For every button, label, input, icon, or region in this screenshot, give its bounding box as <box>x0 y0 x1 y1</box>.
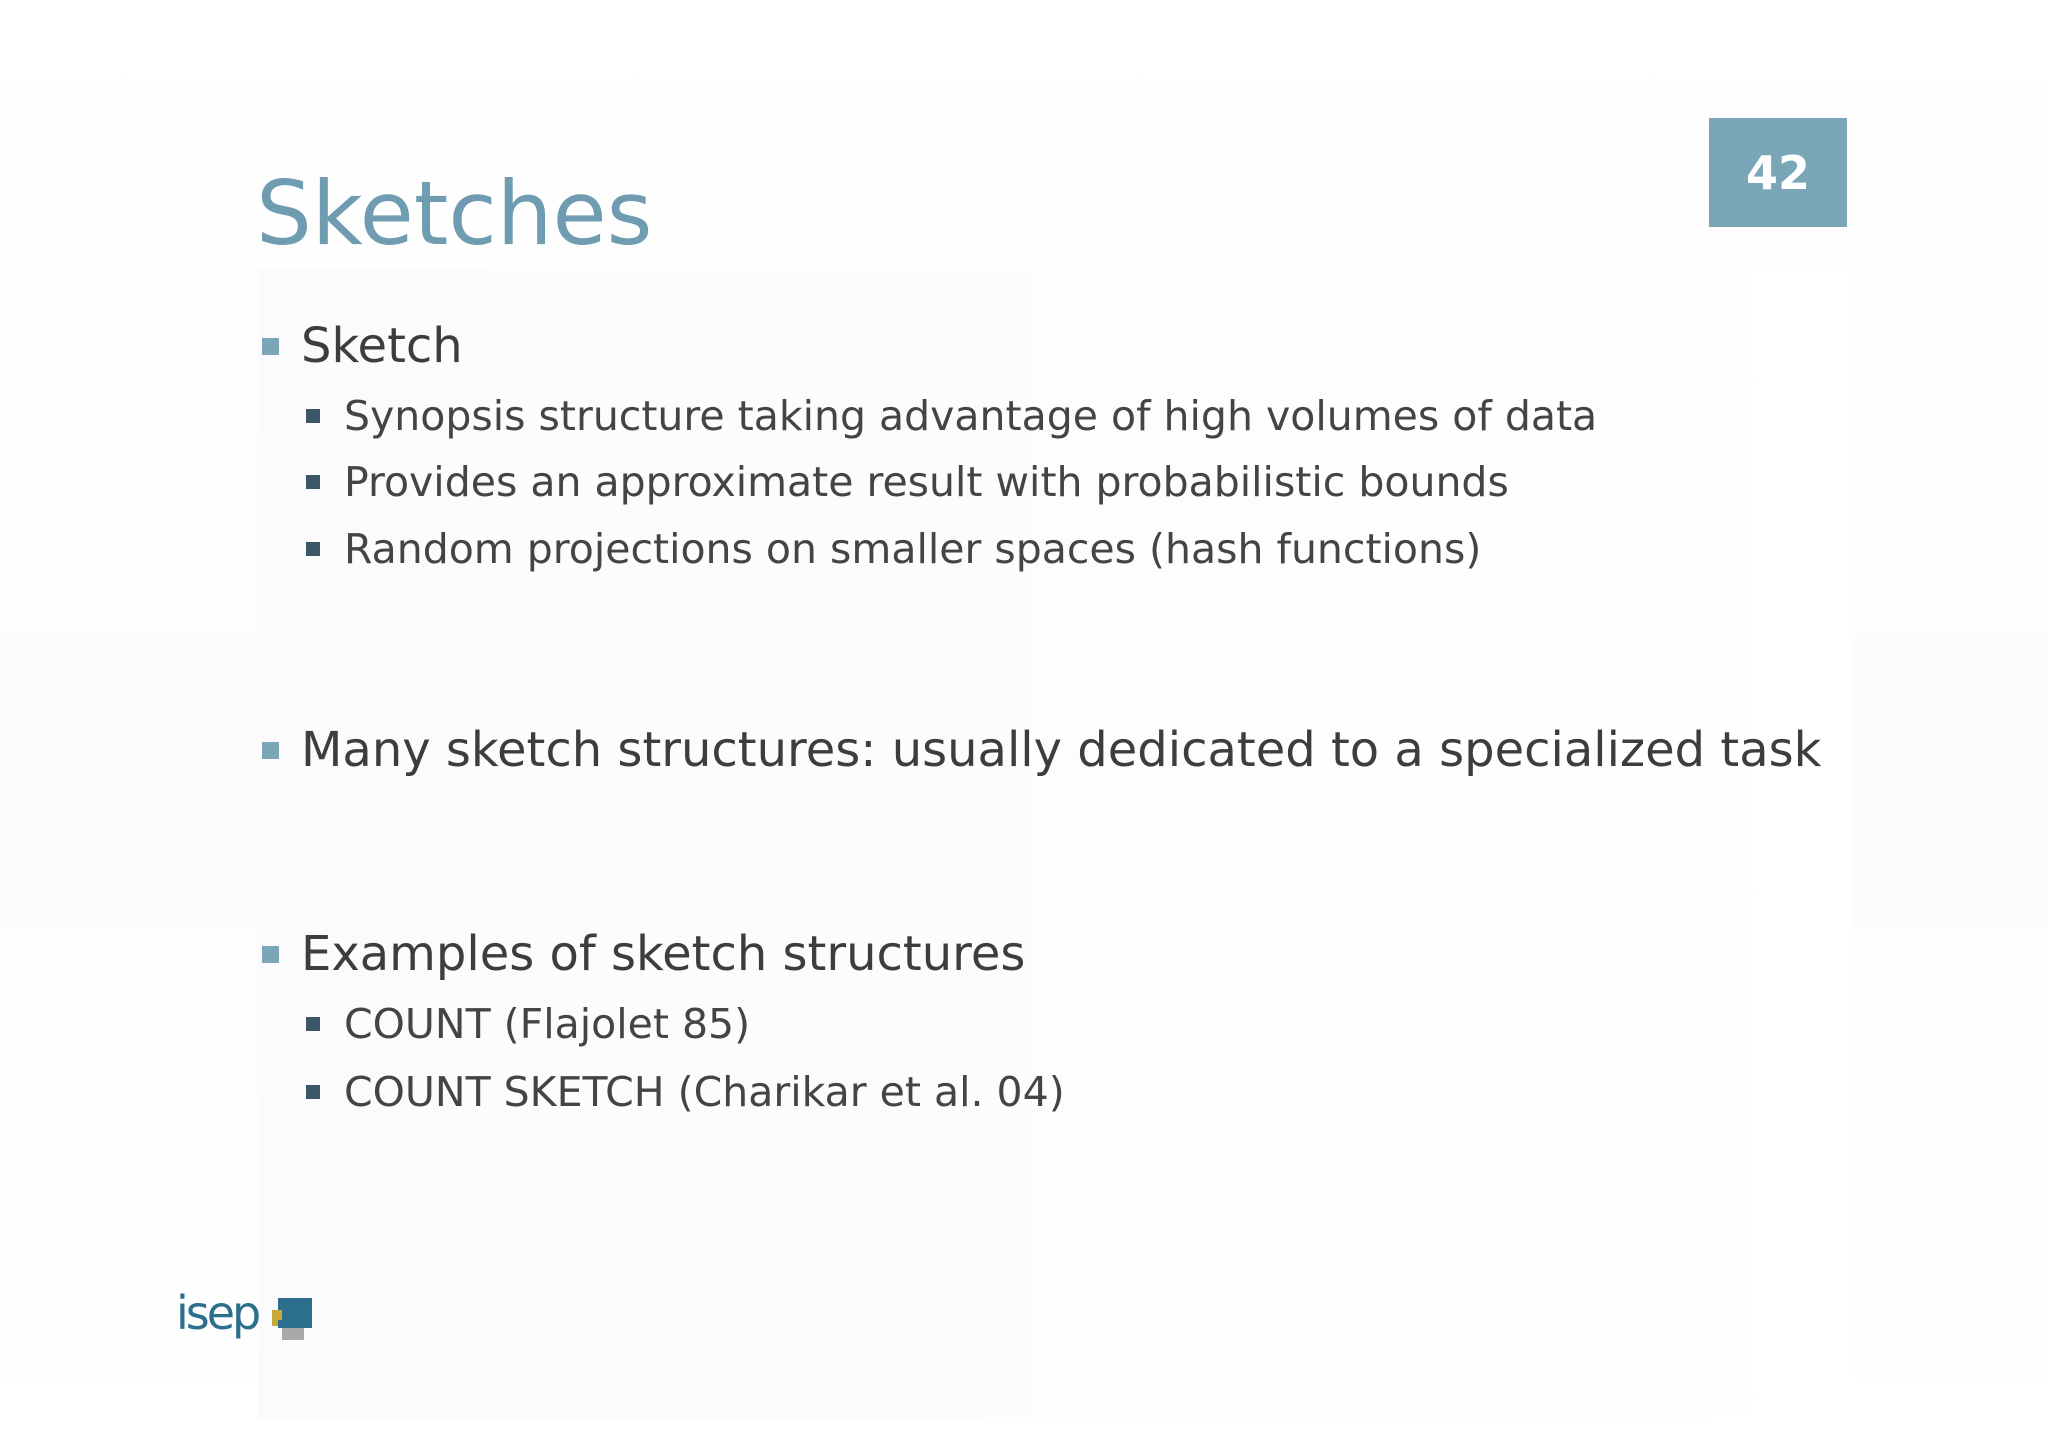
bullet-many-sketch-structures <box>262 722 1821 778</box>
sub-bullet-square-icon <box>306 1017 320 1031</box>
bullet-text: Examples of sketch structures <box>301 926 1026 982</box>
slide-title: Sketches <box>256 162 653 265</box>
page-number-badge: 42 <box>1709 118 1847 227</box>
isep-logo <box>176 1286 316 1360</box>
content-panel <box>258 268 1850 1418</box>
sub-bullet <box>306 1000 750 1048</box>
sub-bullet-square-icon <box>306 1085 320 1099</box>
bullet-square-icon <box>262 338 279 355</box>
bullet-examples <box>262 926 1025 982</box>
sub-bullet-text: COUNT (Flajolet 85) <box>344 1000 751 1048</box>
sub-bullet-text: Provides an approximate result with probabilistic bounds <box>344 458 1509 506</box>
sub-bullet-square-icon <box>306 542 320 556</box>
sub-bullet <box>306 1068 1065 1116</box>
sub-bullet-text: Random projections on smaller spaces (hash functions) <box>344 525 1482 573</box>
sub-bullet-text: Synopsis structure taking advantage of high volumes of data <box>344 392 1598 440</box>
isep-logo-icon <box>262 1296 316 1346</box>
bullet-text: Many sketch structures: usually dedicated to a specialized task <box>301 722 1822 778</box>
sub-bullet <box>306 525 1481 573</box>
bullet-square-icon <box>262 946 279 963</box>
sub-bullet-square-icon <box>306 409 320 423</box>
bullet-sketch <box>262 318 463 374</box>
sub-bullet <box>306 392 1597 440</box>
bullet-text: Sketch <box>301 318 463 374</box>
sub-bullet-square-icon <box>306 475 320 489</box>
bullet-square-icon <box>262 742 279 759</box>
logo-text: isep <box>176 1286 259 1340</box>
sub-bullet <box>306 458 1509 506</box>
sub-bullet-text: COUNT SKETCH (Charikar et al. 04) <box>344 1068 1065 1116</box>
